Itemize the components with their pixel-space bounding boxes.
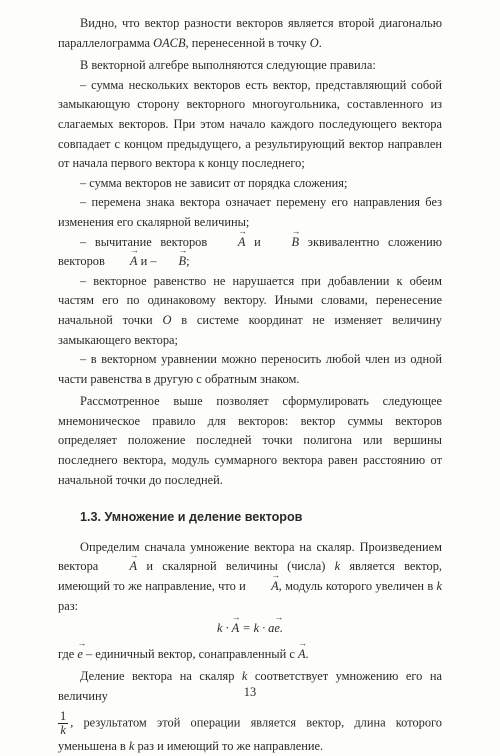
vector-b: → B <box>269 233 299 253</box>
rule-subtraction <box>58 233 442 272</box>
text-span: , перенесенной в точку <box>185 35 310 50</box>
fraction-one-over-k <box>58 710 68 737</box>
text-span: . <box>318 35 322 50</box>
text-span: и <box>245 234 270 249</box>
text-span: ; <box>186 254 190 269</box>
text-span: соответствует умножению его на величину <box>58 669 442 703</box>
text-span: Видно, что вектор разности векторов является второй диагональю параллелограмма <box>58 16 442 50</box>
period: . <box>279 621 283 636</box>
equals-sign: = <box>242 621 251 636</box>
vector-e: → e <box>274 619 280 639</box>
paragraph-rules-intro: В векторной алгебре выполняются следующие правила: <box>80 58 376 73</box>
fraction-denominator: k <box>60 722 66 737</box>
vector-a: → A <box>108 252 138 272</box>
math-k: k <box>241 669 248 684</box>
text-span: Определим сначала умножение вектора на скаляр. Произведением вектора <box>58 539 442 574</box>
rule-transfer: – в векторном уравнении можно переносить любой член из одной части равенства в другую с обратным знаком. <box>58 352 442 386</box>
text-span: раз: <box>58 598 79 613</box>
paragraph-parallelogram <box>58 14 442 53</box>
math-k: k <box>436 579 443 594</box>
text-span: – векторное равенство не нарушается при добавлении к обеим частям его по одинаковому вектору. Иными словами, перенесение начальной точки <box>58 273 442 327</box>
vector-a: → A <box>298 645 306 665</box>
math-a: a <box>268 621 275 636</box>
rule-commutative: – сумма векторов не зависит от порядка сложения; <box>80 175 348 190</box>
minus-sign: – <box>150 254 157 269</box>
vector-b: → B <box>157 252 187 272</box>
math-k: k <box>217 621 223 636</box>
vector-a: → A <box>216 233 246 253</box>
text-span: . <box>305 646 309 661</box>
math-point-o: O <box>162 312 172 327</box>
fraction-numerator: 1 <box>60 708 67 723</box>
paragraph-division-result <box>58 710 442 756</box>
paragraph-unit-vector <box>58 645 442 665</box>
text-span: и <box>137 254 151 269</box>
vector-a: → A <box>249 577 279 597</box>
paragraph-scalar-multiplication <box>58 538 442 616</box>
section-heading: 1.3. Умножение и деление векторов <box>80 510 303 525</box>
math-k: k <box>128 738 135 753</box>
formula-scalar-product <box>58 619 442 639</box>
dot-operator: · <box>225 621 229 636</box>
math-k: k <box>253 621 260 636</box>
math-oacb: OACB <box>153 35 186 50</box>
math-point-o: O <box>309 35 319 50</box>
dot-operator: · <box>262 621 266 636</box>
text-span: – вычитание векторов <box>80 234 216 249</box>
text-span: в системе координат не изменяет величину замыкающего вектора; <box>58 312 442 347</box>
text-span: и скалярной величины (числа) <box>137 559 335 574</box>
text-span: , модуль которого увеличен в <box>278 579 437 594</box>
text-span: является вектор, имеющий то же направление, что и <box>58 559 442 594</box>
vector-a: → A <box>108 557 138 577</box>
rule-sum: – сумма нескольких векторов есть вектор, представляющий собой замыкающую сторону векторного многоугольника, составленного из слагаемых векторов. При этом начало каждого последующего вектора совпадает с концом предыдущего, а результирующий вектор направлен от начала первого вектора к концу последнего; <box>58 77 442 171</box>
vector-a: → A <box>232 619 240 639</box>
vector-e: → e <box>77 645 83 665</box>
rule-sign-change: – перемена знака вектора означает перемену его направления без изменения его скалярной величины; <box>58 195 442 229</box>
math-k: k <box>334 559 341 574</box>
page-number: 13 <box>243 685 257 699</box>
text-span: , результатом этой операции является вектор, длина которого уменьшена в <box>58 714 442 753</box>
text-span: – единичный вектор, сонаправленный с <box>82 646 298 661</box>
rule-equality <box>58 272 442 350</box>
text-span: Деление вектора на скаляр <box>80 669 242 684</box>
text-span: эквивалентно сложению векторов <box>58 234 442 269</box>
text-span: раз и имеющий то же направление. <box>134 738 324 753</box>
paragraph-mnemonic: Рассмотренное выше позволяет сформулировать следующее мнемоническое правило для векторов: вектор суммы векторов определяет положение последней точки полигона или вершины последнего вектора, модуль суммарного вектора равен расстоянию от начальной точки до последней. <box>58 394 442 487</box>
text-span: где <box>58 646 78 661</box>
